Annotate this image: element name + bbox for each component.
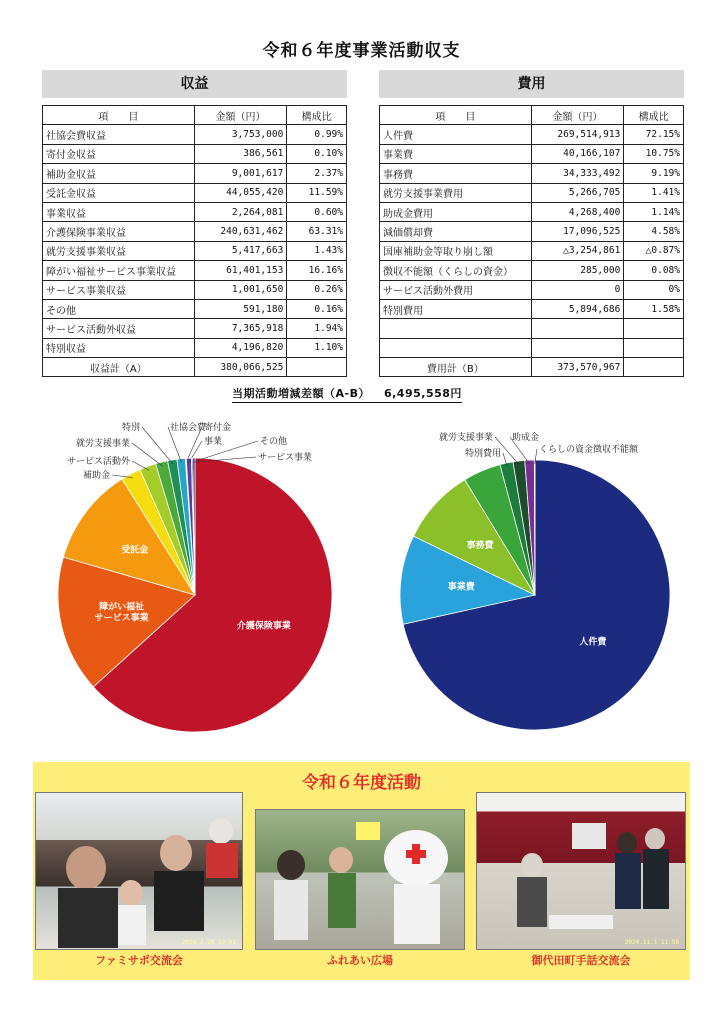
expense-amount: 0: [531, 280, 624, 299]
expense-item: 減価償却費: [380, 222, 532, 241]
income-row: [43, 222, 347, 241]
income-row: [43, 202, 347, 221]
expense-col-amount: 金額（円）: [531, 106, 624, 125]
income-total-ratio: [287, 358, 347, 377]
income-item: 特別収益: [43, 338, 195, 357]
income-pie-chart: [40, 415, 350, 735]
expense-item: [380, 338, 532, 357]
expense-amount: 5,894,686: [531, 299, 624, 318]
pie-slice-label: 特別費用: [464, 449, 501, 459]
expense-row: [380, 261, 684, 280]
income-item: 就労支援事業収益: [43, 241, 195, 260]
pie-leader-line: [192, 441, 258, 462]
activities-section: [33, 762, 690, 980]
income-total-label: 収益計（A）: [43, 358, 195, 377]
expense-amount: [531, 319, 624, 338]
expense-row: [380, 125, 684, 144]
income-amount: 591,180: [194, 299, 287, 318]
income-item: 事業収益: [43, 202, 195, 221]
activities-title: 令和６年度活動: [302, 773, 421, 793]
pie-slice-label: 特別: [121, 423, 140, 433]
expense-item: 人件費: [380, 125, 532, 144]
expense-ratio: 1.58%: [624, 299, 684, 318]
expense-ratio: [624, 319, 684, 338]
expense-header: 費用: [379, 70, 684, 98]
pie-slice-label: その他: [260, 437, 288, 447]
expense-row: [380, 202, 684, 221]
income-col-amount: 金額（円）: [194, 106, 287, 125]
income-row: [43, 241, 347, 260]
income-amount: 1,001,650: [194, 280, 287, 299]
income-amount: 386,561: [194, 144, 287, 163]
pie-slice-label: 助成金: [512, 433, 540, 443]
expense-amount: 40,166,107: [531, 144, 624, 163]
income-row: [43, 338, 347, 357]
expense-ratio: △0.87%: [624, 241, 684, 260]
pie-leader-line: [142, 427, 173, 464]
photo-shuwa-stamp: 2024.11.1 11:58: [624, 939, 679, 946]
photo-famisapo-stamp: 2024.2.28 10:01: [181, 939, 236, 946]
income-item: サービス事業収益: [43, 280, 195, 299]
expense-row: [380, 241, 684, 260]
expense-row: [380, 319, 684, 338]
pie-slice-label: サービス事業: [258, 453, 313, 463]
income-amount: 61,401,153: [194, 261, 287, 280]
income-ratio: 0.10%: [287, 144, 347, 163]
photo-famisapo: [35, 792, 243, 950]
expense-item: 特別費用: [380, 299, 532, 318]
expense-item: 助成金費用: [380, 202, 532, 221]
expense-row: [380, 280, 684, 299]
income-item: 介護保険事業収益: [43, 222, 195, 241]
expense-amount: 17,096,525: [531, 222, 624, 241]
income-item: その他: [43, 299, 195, 318]
expense-ratio: 0%: [624, 280, 684, 299]
expense-item: 就労支援事業費用: [380, 183, 532, 202]
pie-slice-label: くらしの資金徴収不能額: [539, 445, 639, 455]
expense-item: 徴収不能額（くらしの資金）: [380, 261, 532, 280]
caption-fureai: ふれあい広場: [327, 954, 393, 967]
income-amount: 3,753,000: [194, 125, 287, 144]
expense-item: 事業費: [380, 144, 532, 163]
income-total-amount: 380,066,525: [194, 358, 287, 377]
income-row: [43, 261, 347, 280]
income-ratio: 0.16%: [287, 299, 347, 318]
pie-slice-label: 事務費: [466, 541, 494, 552]
photo-fureai: [255, 809, 465, 950]
expense-total-row: [380, 358, 684, 377]
caption-shuwa: 御代田町手話交流会: [531, 954, 631, 967]
pie-slice-label: 補助金: [82, 471, 110, 481]
income-row: [43, 164, 347, 183]
income-ratio: 1.94%: [287, 319, 347, 338]
income-amount: 7,365,918: [194, 319, 287, 338]
net-amount: 6,495,558円: [383, 387, 462, 400]
expense-amount: 4,268,400: [531, 202, 624, 221]
expense-row: [380, 164, 684, 183]
income-total-row: [43, 358, 347, 377]
income-ratio: 63.31%: [287, 222, 347, 241]
expense-item: 事務費: [380, 164, 532, 183]
pie-slice-label: 介護保険事業: [236, 621, 291, 632]
expense-ratio: 10.75%: [624, 144, 684, 163]
expense-row: [380, 183, 684, 202]
photo-fureai-figures: [256, 810, 464, 949]
expense-total-ratio: [624, 358, 684, 377]
expense-amount: [531, 338, 624, 357]
income-amount: 2,264,081: [194, 202, 287, 221]
caption-famisapo: ファミサポ交流会: [95, 954, 183, 967]
expense-amount: 285,000: [531, 261, 624, 280]
expense-table: [379, 70, 684, 377]
income-row: [43, 319, 347, 338]
pie-slice-label: 事業: [204, 437, 223, 447]
income-item: 受託金収益: [43, 183, 195, 202]
expense-item: [380, 319, 532, 338]
income-item: サービス活動外収益: [43, 319, 195, 338]
net-label: 当期活動増減差額（A-B）: [232, 387, 370, 400]
income-table: [42, 70, 347, 377]
expense-ratio: 72.15%: [624, 125, 684, 144]
income-row: [43, 280, 347, 299]
pie-slice-label: 就労支援事業: [438, 433, 493, 443]
income-amount: 44,055,420: [194, 183, 287, 202]
expense-amount: 269,514,913: [531, 125, 624, 144]
expense-ratio: 4.58%: [624, 222, 684, 241]
pie-slice-label: 障がい福祉: [99, 602, 145, 613]
expense-ratio: 1.14%: [624, 202, 684, 221]
income-row: [43, 144, 347, 163]
expense-ratio: 9.19%: [624, 164, 684, 183]
income-ratio: 16.16%: [287, 261, 347, 280]
income-amount: 4,196,820: [194, 338, 287, 357]
expense-total-amount: 373,570,967: [531, 358, 624, 377]
pie-slice-label: サービス事業: [94, 613, 149, 624]
expense-ratio: [624, 338, 684, 357]
income-col-item: 項 目: [43, 106, 195, 125]
income-col-ratio: 構成比: [287, 106, 347, 125]
income-row: [43, 125, 347, 144]
photo-shuwa: [476, 792, 686, 950]
income-ratio: 2.37%: [287, 164, 347, 183]
expense-total-label: 費用計（B）: [380, 358, 532, 377]
income-ratio: 1.43%: [287, 241, 347, 260]
expense-amount: 34,333,492: [531, 164, 624, 183]
income-amount: 240,631,462: [194, 222, 287, 241]
income-amount: 9,001,617: [194, 164, 287, 183]
income-amount: 5,417,663: [194, 241, 287, 260]
income-item: 補助金収益: [43, 164, 195, 183]
expense-amount: △3,254,861: [531, 241, 624, 260]
pie-slice-label: 寄付金: [204, 423, 232, 433]
pie-slice-label: 事業費: [447, 582, 475, 593]
income-item: 障がい福祉サービス事業収益: [43, 261, 195, 280]
photo-shuwa-figures: [477, 793, 685, 949]
expense-row: [380, 299, 684, 318]
income-item: 社協会費収益: [43, 125, 195, 144]
expense-col-item: 項 目: [380, 106, 532, 125]
income-ratio: 11.59%: [287, 183, 347, 202]
expense-ratio: 0.08%: [624, 261, 684, 280]
expense-row: [380, 144, 684, 163]
income-ratio: 0.26%: [287, 280, 347, 299]
expense-pie-chart: [385, 415, 695, 735]
pie-slice-label: 受託金: [121, 545, 149, 556]
expense-row: [380, 222, 684, 241]
income-ratio: 0.60%: [287, 202, 347, 221]
page-title: 令和６年度事業活動収支: [262, 41, 461, 61]
income-ratio: 0.99%: [287, 125, 347, 144]
photo-famisapo-figures: [36, 793, 242, 949]
pie-slice-label: 社協会費: [170, 423, 207, 433]
income-item: 寄付金収益: [43, 144, 195, 163]
expense-ratio: 1.41%: [624, 183, 684, 202]
pie-slice-label: 人件費: [579, 637, 607, 648]
pie-slice-label: 就労支援事業: [75, 439, 130, 449]
income-row: [43, 183, 347, 202]
income-row: [43, 299, 347, 318]
income-ratio: 1.10%: [287, 338, 347, 357]
expense-item: 国庫補助金等取り崩し額: [380, 241, 532, 260]
net-difference: [232, 385, 462, 403]
expense-row: [380, 338, 684, 357]
pie-slice-label: サービス活動外: [66, 457, 130, 467]
income-header: 収益: [42, 70, 347, 98]
expense-item: サービス活動外費用: [380, 280, 532, 299]
expense-amount: 5,266,705: [531, 183, 624, 202]
expense-col-ratio: 構成比: [624, 106, 684, 125]
